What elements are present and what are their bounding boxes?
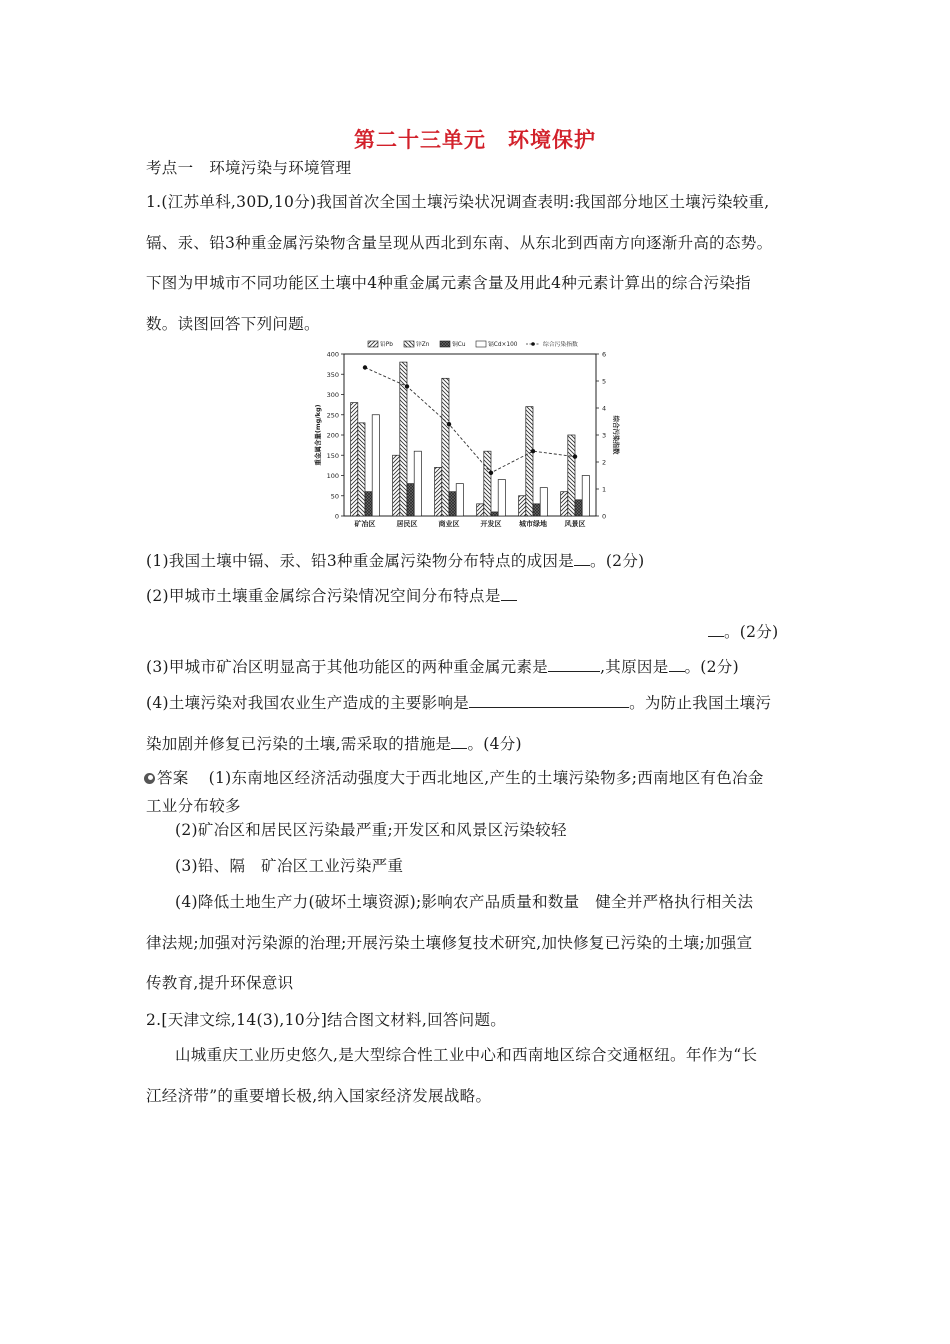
answer-1-text: (1)东南地区经济活动强度大于西北地区,产生的土壤污染物多;西南地区有色冶金 bbox=[208, 769, 764, 787]
q1-sub-4 bbox=[146, 691, 771, 713]
legend-label-1: 锌Zn bbox=[416, 342, 430, 348]
answer-2: (2)矿冶区和居民区污染最严重;开发区和风景区污染较轻 bbox=[175, 821, 567, 839]
bar-3-3 bbox=[498, 480, 505, 516]
q1-sub-3 bbox=[146, 655, 739, 677]
chart-x-labels bbox=[355, 519, 586, 528]
legend-line-label: 综合污染指数 bbox=[543, 342, 578, 348]
bar-0-5 bbox=[561, 492, 568, 516]
bar-1-3 bbox=[484, 451, 491, 516]
y-tick-label: 200 bbox=[326, 431, 339, 440]
y2-tick-label: 2 bbox=[602, 458, 607, 467]
q1-sub-2 bbox=[146, 584, 517, 606]
y2-tick-label: 1 bbox=[602, 485, 607, 494]
q1-sub-4-text-b: 。为防止我国土壤污 bbox=[629, 694, 772, 712]
y-tick-label: 50 bbox=[330, 492, 339, 501]
plot-frame bbox=[344, 354, 596, 516]
y-tick-label: 0 bbox=[334, 512, 339, 521]
legend-swatch-2 bbox=[440, 341, 450, 347]
y2-tick-label: 3 bbox=[602, 431, 607, 440]
x-category-label: 居民区 bbox=[396, 520, 418, 528]
bar-2-0 bbox=[365, 492, 372, 516]
y-tick-label: 250 bbox=[326, 411, 339, 420]
x-category-label: 风景区 bbox=[564, 520, 586, 528]
chart-bars bbox=[351, 362, 590, 516]
bar-0-4 bbox=[519, 496, 526, 516]
y-tick-label: 350 bbox=[326, 370, 339, 379]
q1-line-3: 下图为甲城市不同功能区土壤中4种重金属元素含量及用此4种元素计算出的综合污染指 bbox=[146, 274, 751, 292]
legend-line-dot bbox=[531, 342, 535, 346]
y-tick-label: 150 bbox=[326, 451, 339, 460]
bar-3-1 bbox=[414, 451, 421, 516]
q2-line-3: 江经济带”的重要增长极,纳入国家经济发展战略。 bbox=[146, 1087, 492, 1105]
bar-0-2 bbox=[435, 467, 442, 516]
q1-sub-1 bbox=[146, 549, 645, 571]
bar-0-0 bbox=[351, 403, 358, 516]
index-point-0 bbox=[363, 365, 367, 369]
answer-label: 答案 bbox=[157, 769, 189, 787]
answer-3: (3)铅、隔 矿冶区工业污染严重 bbox=[175, 857, 404, 875]
x-category-label: 商业区 bbox=[438, 520, 460, 528]
legend-swatch-0 bbox=[368, 341, 378, 347]
y2-tick-label: 5 bbox=[602, 377, 607, 386]
x-category-label: 城市绿地 bbox=[519, 520, 547, 528]
q1-sub-3-text-a: (3)甲城市矿冶区明显高于其他功能区的两种重金属元素是 bbox=[146, 658, 549, 676]
answer-blank[interactable] bbox=[451, 734, 467, 749]
bar-0-3 bbox=[477, 504, 484, 516]
q1-sub-2-tail bbox=[708, 620, 778, 642]
answer-icon bbox=[144, 773, 155, 784]
answer-blank[interactable] bbox=[669, 657, 685, 672]
q1-sub-3-score: 。(2分) bbox=[684, 658, 739, 676]
bar-3-0 bbox=[372, 415, 379, 516]
bar-1-0 bbox=[358, 423, 365, 516]
bar-3-2 bbox=[456, 484, 463, 516]
y-tick-label: 100 bbox=[326, 472, 339, 480]
answer-blank[interactable] bbox=[501, 586, 517, 601]
y-tick-label: 300 bbox=[326, 391, 339, 399]
bar-3-4 bbox=[540, 488, 547, 516]
legend-swatch-1 bbox=[404, 341, 414, 347]
answer-4-line-2: 律法规;加强对污染源的治理;开展污染土壤修复技术研究,加快修复已污染的土壤;加强宣 bbox=[146, 934, 753, 952]
legend-label-3: 镉Cd×100 bbox=[488, 342, 518, 348]
bar-1-5 bbox=[568, 435, 575, 516]
index-point-5 bbox=[573, 454, 577, 458]
q1-line-4: 数。读图回答下列问题。 bbox=[146, 315, 320, 333]
page-title: 第二十三单元 环境保护 bbox=[354, 127, 596, 152]
answer-blank[interactable] bbox=[574, 551, 590, 566]
y-tick-label: 400 bbox=[326, 350, 339, 359]
q1-sub-4-text-a: (4)土壤污染对我国农业生产造成的主要影响是 bbox=[146, 694, 470, 712]
index-point-4 bbox=[531, 449, 535, 453]
answer-blank[interactable] bbox=[708, 622, 724, 637]
bar-3-5 bbox=[582, 476, 589, 517]
section-heading: 考点一 环境污染与环境管理 bbox=[146, 159, 352, 177]
bar-2-2 bbox=[449, 492, 456, 516]
bar-0-1 bbox=[393, 455, 400, 516]
y-axis-label: 重金属含量(mg/kg) bbox=[314, 404, 322, 466]
q1-line-2: 镉、汞、铅3种重金属污染物含量呈现从西北到东南、从东北到西南方向逐渐升高的态势。 bbox=[146, 234, 773, 252]
y2-axis-label: 综合污染指数 bbox=[612, 415, 620, 455]
answer-blank[interactable] bbox=[548, 657, 600, 672]
index-point-1 bbox=[405, 384, 409, 388]
index-point-3 bbox=[489, 471, 493, 475]
bar-2-1 bbox=[407, 484, 414, 516]
answer-1-cont: 工业分布较多 bbox=[146, 797, 241, 815]
q1-sub-1-text: (1)我国土壤中镉、汞、铅3种重金属污染物分布特点的成因是 bbox=[146, 552, 575, 570]
q1-line-1: 1.(江苏单科,30D,10分)我国首次全国土壤污染状况调查表明:我国部分地区土壤污染较重, bbox=[146, 193, 770, 211]
answer-4-line-1: (4)降低土地生产力(破坏土壤资源);影响农产品质量和数量 健全并严格执行相关法 bbox=[175, 893, 754, 911]
answer-4-line-3: 传教育,提升环保意识 bbox=[146, 974, 294, 992]
bar-2-4 bbox=[533, 504, 540, 516]
legend-label-2: 铜Cu bbox=[452, 342, 466, 348]
y2-tick-label: 4 bbox=[602, 404, 607, 413]
answer-blank[interactable] bbox=[469, 693, 629, 708]
bar-2-5 bbox=[575, 500, 582, 516]
q1-sub-2-score: 。(2分) bbox=[724, 623, 779, 641]
legend-label-0: 铅Pb bbox=[380, 342, 393, 348]
q1-sub-2-text: (2)甲城市土壤重金属综合污染情况空间分布特点是 bbox=[146, 587, 501, 605]
index-point-2 bbox=[447, 422, 451, 426]
legend-swatch-3 bbox=[476, 341, 486, 347]
q1-sub-1-score: 。(2分) bbox=[590, 552, 645, 570]
bar-2-3 bbox=[491, 512, 498, 516]
q1-sub-4-score: 。(4分) bbox=[467, 735, 522, 753]
q1-sub-4-cont bbox=[146, 732, 522, 754]
bar-1-2 bbox=[442, 378, 449, 516]
x-category-label: 开发区 bbox=[480, 520, 502, 528]
q2-line-1: 2.[天津文综,14(3),10分]结合图文材料,回答问题。 bbox=[146, 1011, 507, 1029]
q1-sub-3-text-b: ,其原因是 bbox=[600, 658, 669, 676]
x-category-label: 矿冶区 bbox=[354, 520, 376, 528]
y2-tick-label: 6 bbox=[602, 350, 607, 359]
bar-1-4 bbox=[526, 407, 533, 516]
q2-line-2: 山城重庆工业历史悠久,是大型综合性工业中心和西南地区综合交通枢纽。年作为“长 bbox=[175, 1046, 758, 1064]
q1-sub-4-text-c: 染加剧并修复已污染的土壤,需采取的措施是 bbox=[146, 735, 452, 753]
chart-legend bbox=[368, 340, 578, 348]
pollution-chart bbox=[306, 338, 626, 534]
y2-tick-label: 0 bbox=[602, 512, 607, 521]
answer-line-1 bbox=[144, 766, 764, 788]
